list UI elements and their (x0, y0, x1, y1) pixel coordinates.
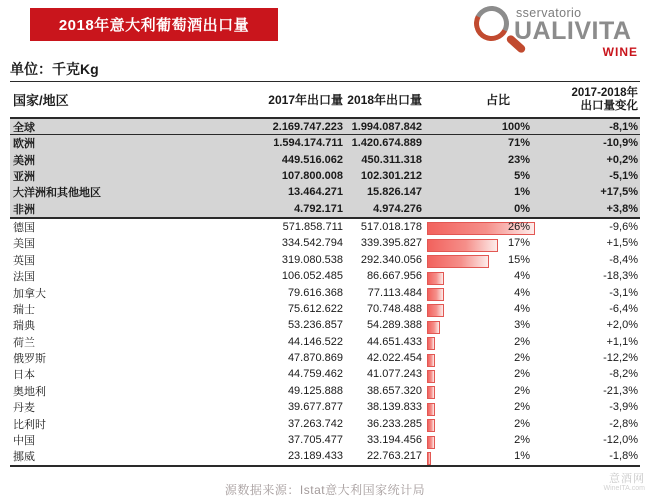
row-share-label: 4% (514, 270, 530, 283)
row-share-cell (422, 254, 535, 266)
row-2017-value: 107.800.008 (281, 170, 343, 183)
header-change-line1: 2017-2018年 (571, 86, 638, 99)
row-region-label: 俄罗斯 (13, 353, 46, 366)
row-2018-value: 517.018.178 (360, 220, 422, 233)
country-row (10, 301, 640, 317)
row-share-cell (422, 137, 535, 149)
row-change-value: +1,5% (606, 237, 638, 250)
row-2018-value: 15.826.147 (366, 186, 422, 199)
row-2017-value: 4.792.171 (294, 202, 343, 215)
country-row (10, 334, 640, 350)
row-2017-value: 49.125.888 (287, 384, 343, 397)
country-row (10, 383, 640, 399)
row-region-label: 挪威 (13, 451, 35, 464)
country-row (10, 448, 640, 464)
row-share-cell (422, 368, 535, 380)
row-2018-value: 44.651.433 (366, 335, 422, 348)
share-bar (427, 239, 498, 252)
row-2017-value: 44.146.522 (287, 335, 343, 348)
share-bar (427, 304, 444, 317)
row-share-label: 17% (507, 237, 530, 250)
row-share-label: 3% (514, 319, 530, 332)
share-bar (427, 403, 435, 416)
row-change-value: -3,9% (609, 401, 638, 414)
row-change-value: -3,1% (609, 286, 638, 299)
region-row (10, 152, 640, 168)
country-row (10, 235, 640, 251)
region-row (10, 184, 640, 200)
row-2018-value: 22.763.217 (366, 450, 422, 463)
row-share-cell (422, 319, 535, 331)
row-region-label: 日本 (13, 369, 35, 382)
row-region-label: 英国 (13, 254, 35, 267)
region-row (10, 168, 640, 184)
row-share-label: 1% (514, 186, 530, 199)
row-region-label: 美国 (13, 238, 35, 251)
row-change-value: -5,1% (609, 170, 638, 183)
row-share-label: 2% (514, 384, 530, 397)
row-region-label: 比利时 (13, 418, 46, 431)
row-region-label: 非洲 (13, 203, 35, 216)
row-region-label: 德国 (13, 221, 35, 234)
row-2017-value: 53.236.857 (287, 319, 343, 332)
row-region-label: 中国 (13, 435, 35, 448)
row-2018-value: 4.974.276 (373, 202, 422, 215)
share-bar (427, 337, 435, 350)
row-share-label: 15% (507, 253, 530, 266)
share-bar (427, 419, 435, 432)
row-share-cell (422, 203, 535, 215)
share-bar (427, 272, 444, 285)
country-row (10, 268, 640, 284)
row-share-label: 2% (514, 401, 530, 414)
row-region-label: 法国 (13, 271, 35, 284)
row-region-label: 亚洲 (13, 171, 35, 184)
row-share-label: 0% (514, 202, 530, 215)
row-share-cell (422, 303, 535, 315)
row-share-label: 2% (514, 417, 530, 430)
row-2017-value: 75.612.622 (287, 302, 343, 315)
row-2018-value: 41.077.243 (366, 368, 422, 381)
row-change-value: +0,2% (606, 153, 638, 166)
row-change-value: -2,8% (609, 417, 638, 430)
country-row (10, 317, 640, 333)
unit-label: 单位：千克Kg (10, 61, 99, 77)
logo-qualivita-text: UALIVITA (514, 17, 632, 45)
row-region-label: 欧洲 (13, 138, 35, 151)
row-share-cell (422, 434, 535, 446)
row-change-value: -18,3% (603, 270, 638, 283)
row-share-label: 2% (514, 335, 530, 348)
row-share-cell (422, 170, 535, 182)
row-2017-value: 79.616.368 (287, 286, 343, 299)
row-share-cell (422, 401, 535, 413)
watermark-en: WineITA.com (603, 485, 645, 492)
row-change-value: -21,3% (603, 384, 638, 397)
country-row (10, 415, 640, 431)
row-change-value: -8,4% (609, 253, 638, 266)
row-share-label: 5% (514, 170, 530, 183)
row-2017-value: 44.759.462 (287, 368, 343, 381)
row-2018-value: 36.233.285 (366, 417, 422, 430)
row-2018-value: 70.748.488 (366, 302, 422, 315)
header-2018: 2018年出口量 (347, 93, 422, 107)
row-2017-value: 449.516.062 (281, 153, 343, 166)
row-2017-value: 571.858.711 (282, 220, 343, 233)
row-share-label: 100% (501, 120, 530, 133)
row-share-label: 2% (514, 352, 530, 365)
row-change-value: -1,8% (609, 450, 638, 463)
row-change-value: +2,0% (606, 319, 638, 332)
row-2017-value: 319.080.538 (281, 253, 343, 266)
row-share-cell (422, 154, 535, 166)
row-change-value: +3,8% (606, 202, 638, 215)
country-row (10, 366, 640, 382)
row-region-label: 瑞士 (13, 303, 35, 316)
row-share-cell (422, 352, 535, 364)
row-2018-value: 86.667.956 (366, 270, 422, 283)
country-row (10, 252, 640, 268)
row-change-value: -12,0% (603, 434, 638, 447)
region-row (10, 135, 640, 151)
row-2017-value: 1.594.174.711 (273, 137, 343, 150)
row-2018-value: 1.420.674.889 (351, 137, 422, 150)
row-share-cell (422, 287, 535, 299)
row-2018-value: 38.139.833 (366, 401, 422, 414)
row-2017-value: 106.052.485 (281, 270, 343, 283)
row-region-label: 大洋洲和其他地区 (13, 187, 101, 200)
share-bar (427, 288, 444, 301)
row-share-label: 23% (507, 153, 530, 166)
share-bar (427, 321, 440, 334)
row-share-cell (422, 336, 535, 348)
row-change-value: -10,9% (603, 137, 638, 150)
table-header-row (10, 81, 640, 119)
row-share-cell (422, 237, 535, 249)
row-2017-value: 39.677.877 (287, 401, 343, 414)
row-region-label: 奥地利 (13, 385, 46, 398)
row-2017-value: 37.705.477 (287, 434, 343, 447)
row-share-cell (422, 186, 535, 198)
row-2018-value: 1.994.087.842 (351, 120, 422, 133)
header-2017: 2017年出口量 (268, 93, 343, 107)
row-2017-value: 37.263.742 (287, 417, 343, 430)
share-bar (427, 452, 431, 465)
row-share-label: 26% (507, 220, 530, 233)
share-bar (427, 255, 489, 268)
row-2018-value: 102.301.212 (360, 170, 422, 183)
share-bar (427, 436, 435, 449)
row-change-value: +17,5% (600, 186, 638, 199)
share-bar (427, 386, 435, 399)
row-share-cell (422, 450, 535, 462)
logo-wine-text: WINE (602, 45, 638, 59)
row-region-label: 瑞典 (13, 320, 35, 333)
row-share-label: 1% (514, 450, 530, 463)
share-bar (427, 354, 435, 367)
row-region-label: 荷兰 (13, 336, 35, 349)
country-row (10, 432, 640, 448)
qualivita-logo (472, 4, 644, 58)
country-row (10, 219, 640, 235)
page-title: 2018年意大利葡萄酒出口量 (30, 8, 278, 41)
site-watermark (604, 474, 646, 494)
row-share-label: 2% (514, 368, 530, 381)
row-2017-value: 47.870.869 (287, 352, 343, 365)
row-share-cell (422, 385, 535, 397)
header-share: 占比 (485, 93, 510, 107)
region-row (10, 119, 640, 135)
row-2018-value: 54.289.388 (366, 319, 422, 332)
row-change-value: -8,2% (609, 368, 638, 381)
row-2018-value: 77.113.484 (367, 286, 422, 299)
region-row (10, 200, 640, 216)
header-change (535, 87, 640, 113)
row-share-cell (422, 418, 535, 430)
row-2018-value: 339.395.827 (360, 237, 422, 250)
row-region-label: 丹麦 (13, 402, 35, 415)
row-2018-value: 38.657.320 (366, 384, 422, 397)
logo-osservatorio-text: sservatorio (516, 6, 582, 20)
row-share-cell (422, 221, 535, 233)
row-region-label: 加拿大 (13, 287, 46, 300)
row-share-label: 2% (514, 434, 530, 447)
row-region-label: 全球 (13, 121, 35, 134)
row-share-label: 71% (507, 137, 530, 150)
row-2017-value: 334.542.794 (281, 237, 343, 250)
row-2017-value: 23.189.433 (287, 450, 343, 463)
region-group-rows (10, 119, 640, 219)
country-row (10, 399, 640, 415)
row-share-cell (422, 121, 535, 133)
country-row (10, 350, 640, 366)
share-bar (427, 370, 435, 383)
row-change-value: -9,6% (609, 220, 638, 233)
row-2018-value: 450.311.318 (361, 153, 422, 166)
row-change-value: -6,4% (609, 302, 638, 315)
row-2018-value: 42.022.454 (366, 352, 422, 365)
row-change-value: +1,1% (606, 335, 638, 348)
country-rows (10, 219, 640, 467)
row-share-cell (422, 270, 535, 282)
row-2018-value: 33.194.456 (366, 434, 422, 447)
row-share-label: 4% (514, 286, 530, 299)
data-source-note: 源数据来源：Istat意大利国家统计局 (224, 483, 426, 497)
row-2017-value: 2.169.747.223 (272, 120, 343, 133)
country-row (10, 284, 640, 300)
row-2017-value: 13.464.271 (287, 186, 343, 199)
watermark-cn: 意酒网 (609, 473, 645, 485)
export-table (10, 81, 640, 467)
row-change-value: -12,2% (603, 352, 638, 365)
header-change-line2: 出口量变化 (580, 99, 638, 112)
row-region-label: 美洲 (13, 154, 35, 167)
row-change-value: -8,1% (609, 120, 638, 133)
header-region: 国家/地区 (13, 93, 69, 108)
row-2018-value: 292.340.056 (360, 253, 422, 266)
row-share-label: 4% (514, 302, 530, 315)
